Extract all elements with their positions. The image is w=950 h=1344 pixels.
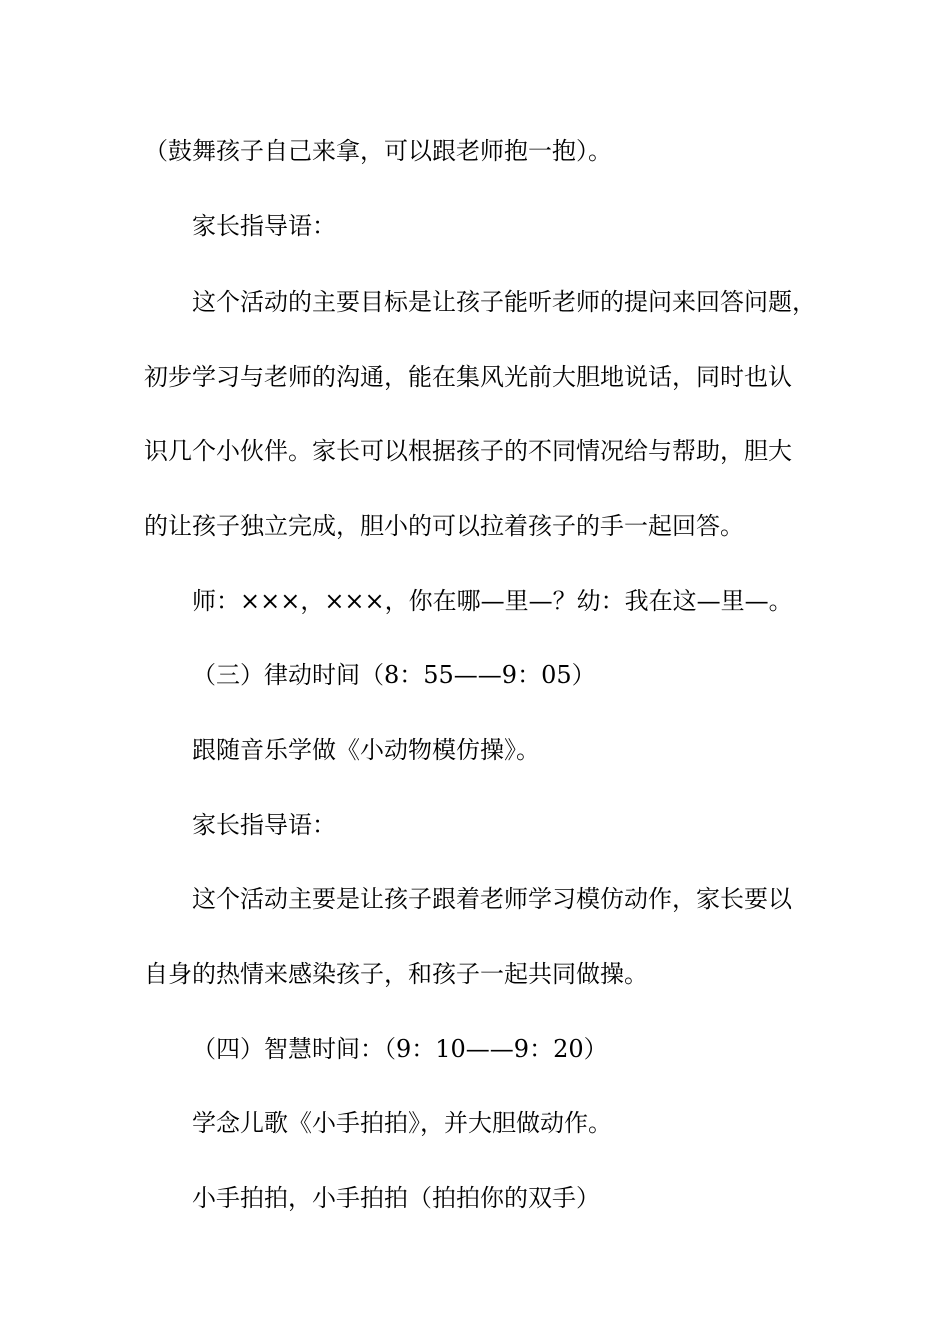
text-line-10: 家长指导语： [192,811,336,839]
text-line-4: 初步学习与老师的沟通，能在集风光前大胆地说话，同时也认 [144,363,792,391]
text-line-5: 识几个小伙伴。家长可以根据孩子的不同情况给与帮助，胆大 [144,437,792,465]
text-line-11: 这个活动主要是让孩子跟着老师学习模仿动作，家长要以 [192,885,792,913]
text-line-2: 家长指导语： [192,212,336,240]
text-line-7: 师：×××，×××，你在哪—里—？幼：我在这—里—。 [192,587,793,615]
text-line-9: 跟随音乐学做《小动物模仿操》。 [192,736,540,764]
text-line-12: 自身的热情来感染孩子，和孩子一起共同做操。 [144,960,648,988]
text-line-6: 的让孩子独立完成，胆小的可以拉着孩子的手一起回答。 [144,512,744,540]
text-line-3: 这个活动的主要目标是让孩子能听老师的提问来回答问题， [192,288,816,316]
section-heading-3: （三）律动时间（8：55——9：05） [192,661,596,689]
text-line-14: 学念儿歌《小手拍拍》，并大胆做动作。 [192,1109,612,1137]
text-line-15: 小手拍拍，小手拍拍（拍拍你的双手） [192,1184,600,1212]
section-heading-4: （四）智慧时间：（9：10——9：20） [192,1035,608,1063]
text-line-1: （鼓舞孩子自己来拿，可以跟老师抱一抱）。 [144,137,612,165]
